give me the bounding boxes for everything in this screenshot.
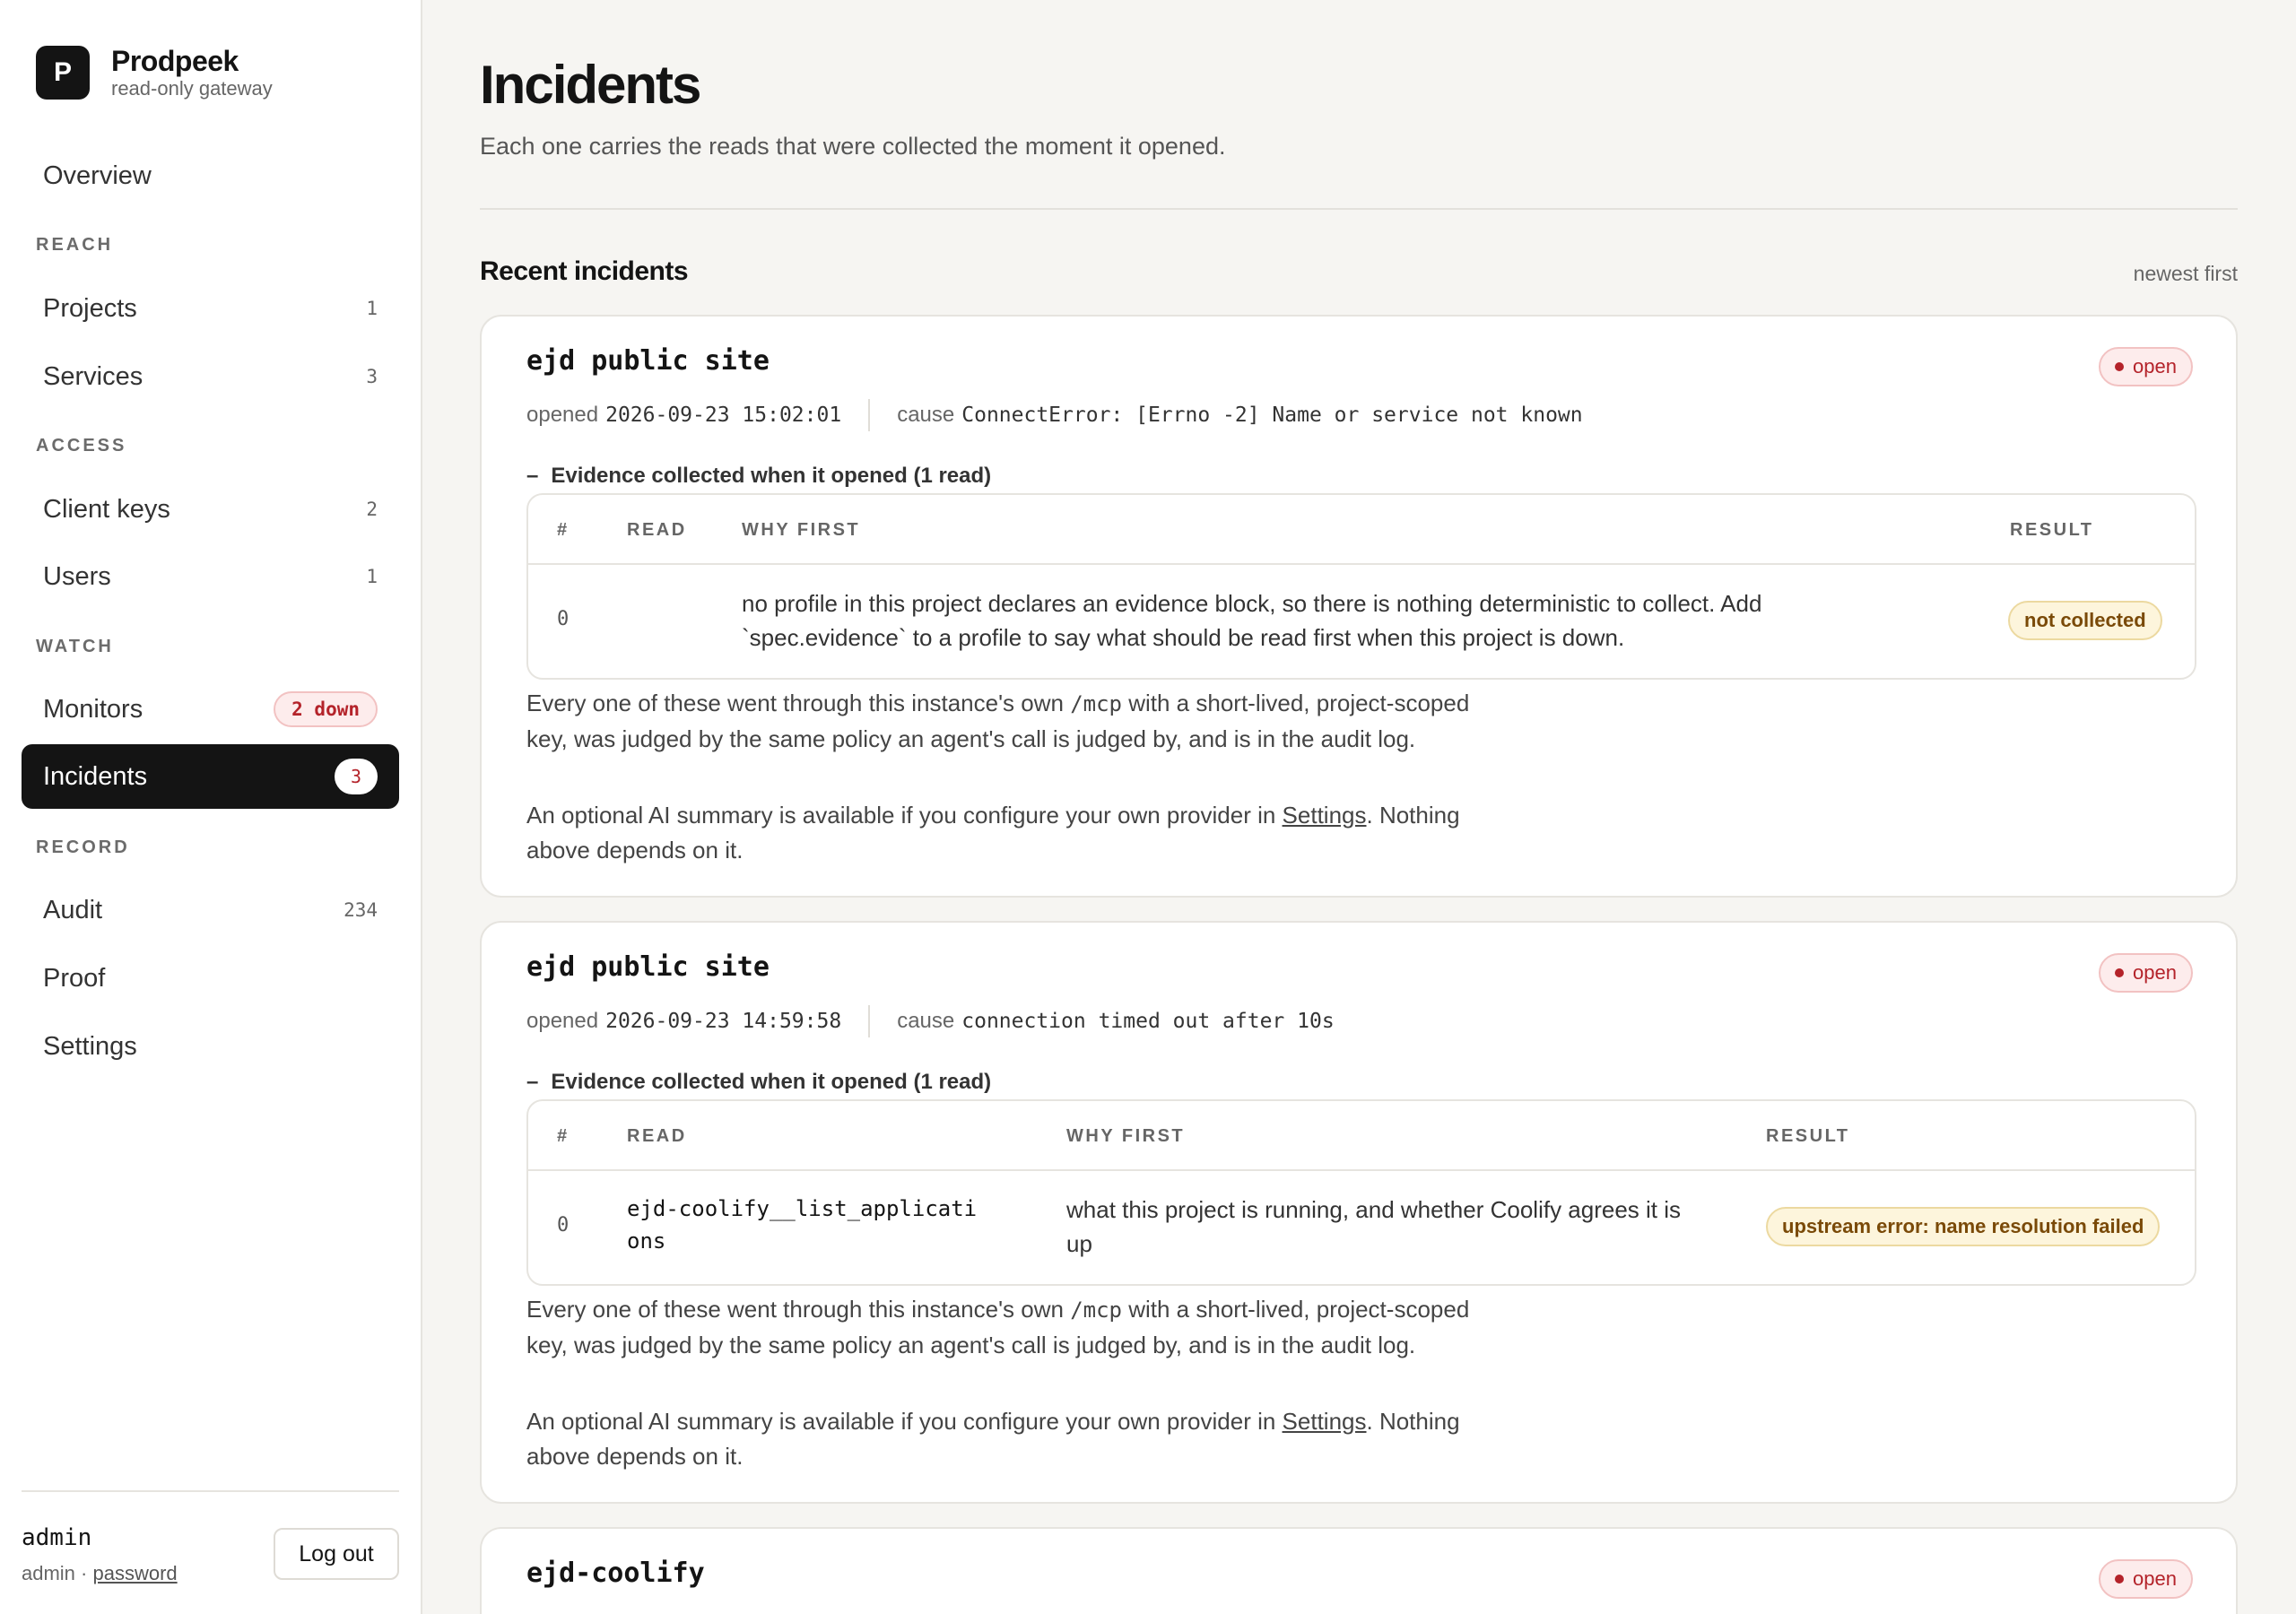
brand-logo: P <box>36 46 90 100</box>
note-code: /mcp <box>1070 1297 1122 1323</box>
sidebar-item-audit[interactable] <box>22 878 399 942</box>
note-text: An optional AI summary is available if you configure your own provider in <box>526 802 1283 829</box>
sidebar-item-projects[interactable] <box>22 276 399 341</box>
ai-summary-note <box>526 1404 1477 1474</box>
evidence-table-header <box>528 495 2195 565</box>
table-row <box>528 1171 2195 1286</box>
meta-separator: · <box>74 1562 93 1584</box>
sidebar-item-settings[interactable] <box>22 1014 399 1079</box>
sidebar-item-label: Services <box>43 361 144 391</box>
current-user-role: admin <box>22 1562 75 1584</box>
brand-name: Prodpeek <box>111 45 239 77</box>
evidence-note <box>526 686 1477 757</box>
row-num: 0 <box>557 1214 570 1237</box>
sidebar-item-monitors[interactable] <box>22 677 399 742</box>
sidebar-item-count: 234 <box>344 899 378 921</box>
note-text: . Nothing above depends on it. <box>526 802 1460 863</box>
col-result: RESULT <box>1766 1126 1850 1146</box>
row-num: 0 <box>557 608 570 630</box>
page-title: Incidents <box>480 55 700 115</box>
evidence-label: Evidence collected when it opened (1 read) <box>551 1070 992 1094</box>
evidence-toggle[interactable] <box>526 1070 991 1095</box>
opened-label: opened <box>526 403 599 427</box>
evidence-table <box>526 1099 2196 1286</box>
cause-label: cause <box>897 403 955 427</box>
sort-order-label: newest first <box>2133 262 2238 285</box>
sidebar-item-users[interactable] <box>22 544 399 609</box>
sidebar-footer <box>22 1490 399 1614</box>
sidebar-item-label: Client keys <box>43 494 170 524</box>
current-user-name: admin <box>22 1524 92 1551</box>
monitors-down-badge: 2 down <box>274 691 378 727</box>
logout-button[interactable]: Log out <box>274 1528 399 1580</box>
brand-subtitle: read-only gateway <box>111 77 273 100</box>
row-why: what this project is running, and whether Coolify agrees it is up <box>1066 1196 1682 1257</box>
col-why: WHY FIRST <box>1066 1126 1186 1146</box>
sidebar-item-overview[interactable] <box>22 143 399 208</box>
settings-link[interactable]: Settings <box>1282 802 1367 829</box>
settings-link[interactable]: Settings <box>1282 1408 1367 1435</box>
sidebar-item-label: Users <box>43 561 111 591</box>
incident-card[interactable] <box>480 315 2238 898</box>
evidence-table-header <box>528 1101 2195 1171</box>
sidebar-item-incidents[interactable] <box>22 744 399 809</box>
sidebar <box>0 0 422 1614</box>
col-why: WHY FIRST <box>742 520 861 540</box>
cause-value: ConnectError: [Errno -2] Name or service not known <box>961 404 1583 427</box>
incident-card[interactable] <box>480 1527 2238 1614</box>
col-num: # <box>557 520 570 540</box>
ai-summary-note <box>526 798 1477 868</box>
evidence-label: Evidence collected when it opened (1 read) <box>551 464 992 488</box>
status-dot-icon <box>2115 1575 2124 1584</box>
divider <box>480 208 2238 210</box>
meta-divider <box>868 1005 870 1037</box>
evidence-table <box>526 493 2196 680</box>
meta-divider <box>868 399 870 431</box>
brand[interactable] <box>36 45 273 100</box>
status-label: open <box>2133 1567 2177 1590</box>
incident-title: ejd-coolify <box>526 1558 705 1589</box>
incident-meta <box>526 399 1583 431</box>
cause-value: connection timed out after 10s <box>961 1010 1335 1033</box>
col-result: RESULT <box>2010 520 2094 540</box>
status-label: open <box>2133 961 2177 984</box>
col-num: # <box>557 1126 570 1146</box>
password-link[interactable]: password <box>92 1562 178 1584</box>
opened-value: 2026-09-23 14:59:58 <box>605 1010 842 1033</box>
sidebar-item-count: 1 <box>366 298 378 319</box>
note-text: with a short-lived, project-scoped key, was judged by the same policy an agent's call is judged by, and is in the audit log. <box>526 1296 1470 1358</box>
current-user-meta <box>22 1562 178 1585</box>
row-read: ejd-coolify__list_applications <box>627 1196 978 1254</box>
cause-label: cause <box>897 1009 955 1033</box>
status-badge <box>2099 1559 2193 1599</box>
nav-section-watch: WATCH <box>36 637 114 656</box>
sidebar-item-label: Settings <box>43 1031 137 1061</box>
sidebar-item-label: Incidents <box>43 761 148 791</box>
note-code: /mcp <box>1070 691 1122 716</box>
evidence-note <box>526 1292 1477 1363</box>
nav-section-access: ACCESS <box>36 436 127 456</box>
page-subtitle: Each one carries the reads that were collected the moment it opened. <box>480 133 1226 160</box>
nav-section-record: RECORD <box>36 837 130 857</box>
sidebar-item-label: Proof <box>43 963 106 993</box>
note-text: . Nothing above depends on it. <box>526 1408 1460 1470</box>
evidence-toggle[interactable] <box>526 464 991 489</box>
sidebar-item-client-keys[interactable] <box>22 477 399 542</box>
col-read: READ <box>627 520 687 540</box>
collapse-icon: – <box>526 1070 539 1094</box>
sidebar-item-services[interactable] <box>22 344 399 409</box>
incident-title: ejd public site <box>526 951 770 983</box>
note-text: with a short-lived, project-scoped key, was judged by the same policy an agent's call is judged by, and is in the audit log. <box>526 690 1470 752</box>
table-row <box>528 565 2195 680</box>
incident-title: ejd public site <box>526 345 770 377</box>
status-badge <box>2099 953 2193 993</box>
status-dot-icon <box>2115 362 2124 371</box>
note-text: An optional AI summary is available if you configure your own provider in <box>526 1408 1283 1435</box>
result-badge: upstream error: name resolution failed <box>1766 1207 2160 1246</box>
collapse-icon: – <box>526 464 539 488</box>
section-title: Recent incidents <box>480 256 689 286</box>
sidebar-item-label: Overview <box>43 161 152 190</box>
incidents-count-badge: 3 <box>335 759 378 794</box>
incident-card[interactable] <box>480 921 2238 1504</box>
status-badge <box>2099 347 2193 386</box>
status-dot-icon <box>2115 968 2124 977</box>
nav-section-reach: REACH <box>36 235 114 255</box>
status-label: open <box>2133 355 2177 377</box>
result-badge: not collected <box>2008 601 2162 640</box>
opened-label: opened <box>526 1009 599 1033</box>
row-why: no profile in this project declares an evidence block, so there is nothing deterministic to collect. Add `spec.evidence` to a profile to say what should be read first when this project is down. <box>742 590 1762 651</box>
sidebar-item-label: Monitors <box>43 694 144 724</box>
sidebar-item-label: Audit <box>43 895 103 924</box>
sidebar-item-proof[interactable] <box>22 946 399 1011</box>
incident-meta <box>526 1005 1335 1037</box>
opened-value: 2026-09-23 15:02:01 <box>605 404 842 427</box>
sidebar-item-count: 2 <box>366 499 378 520</box>
note-text: Every one of these went through this instance's own <box>526 1296 1071 1323</box>
note-text: Every one of these went through this instance's own <box>526 690 1071 716</box>
sidebar-item-count: 3 <box>366 366 378 387</box>
col-read: READ <box>627 1126 687 1146</box>
sidebar-item-count: 1 <box>366 566 378 587</box>
sidebar-item-label: Projects <box>43 293 137 323</box>
